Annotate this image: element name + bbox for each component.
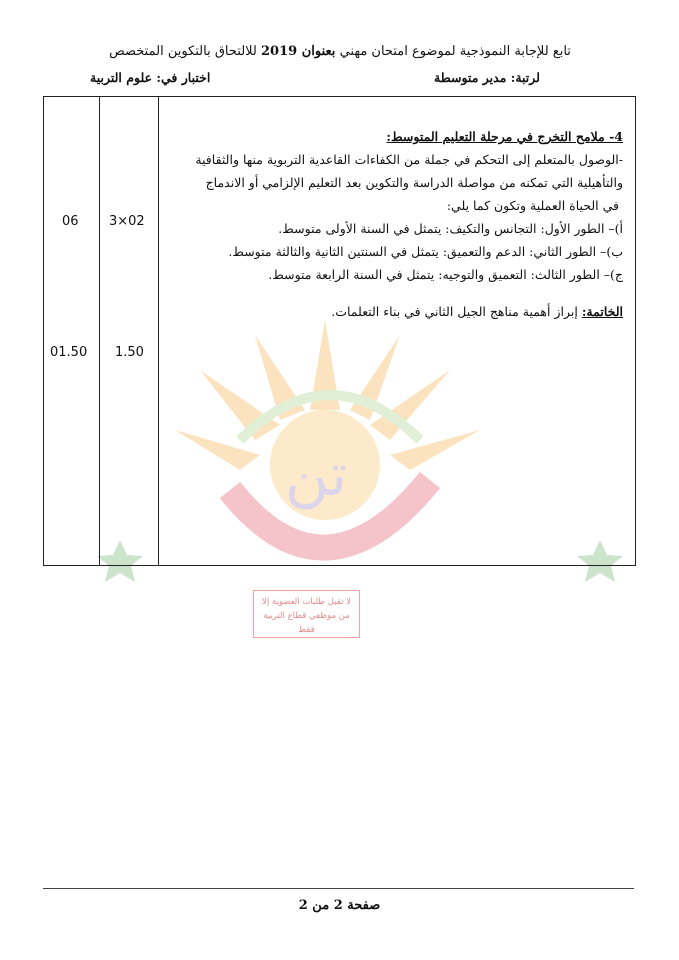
watermark-letters: تن — [285, 440, 348, 510]
exam-info — [90, 70, 540, 85]
score-detail: 1.50 — [115, 345, 144, 360]
conclusion-label: الخاتمة: — [581, 304, 623, 319]
conclusion — [162, 300, 623, 323]
document-header — [40, 44, 640, 59]
content-line: والتأهيلية التي تمكنه من مواصلة الدراسة والتكوين بعد التعليم الإلزامي أو الاندماج — [205, 175, 623, 190]
section-title: 4- ملامح التخرج في مرحلة التعليم المتوسط: — [386, 129, 623, 144]
stamp-line: من موظفي قطاع التربية فقط — [263, 611, 350, 635]
score-total: 06 — [62, 214, 79, 229]
rank-label: لرتبة: مدير متوسطة — [434, 70, 540, 85]
page-number: صفحة 2 من 2 — [298, 898, 381, 913]
membership-stamp — [253, 590, 360, 638]
table-divider — [158, 97, 159, 565]
content-line: ج)– الطور الثالث: التعميق والتوجيه: يتمثل في السنة الرابعة متوسط. — [268, 267, 623, 282]
content-line: في الحياة العملية وتكون كما يلي: — [446, 198, 619, 213]
score-detail: 3×02 — [109, 214, 145, 229]
content-line: ب)– الطور الثاني: الدعم والتعميق: يتمثل في السنتين الثانية والثالثة متوسط. — [228, 244, 623, 259]
answer-table — [43, 96, 636, 566]
stamp-line: لا تقبل طلبات العضوية إلا — [261, 597, 351, 607]
content-line: -الوصول بالمتعلم إلى التحكم في جملة من الكفاءات القاعدية التربوية منها والثقافية — [195, 152, 623, 167]
content-line: أ)– الطور الأول: التجانس والتكيف: يتمثل في السنة الأولى متوسط. — [278, 221, 623, 236]
exam-subject-label: اختبار في: علوم التربية — [90, 70, 211, 85]
header-text-bold: بعنوان 2019 — [261, 44, 336, 59]
score-total: 01.50 — [50, 345, 88, 360]
header-text-part2: للالتحاق بالتكوين المتخصص — [109, 44, 257, 59]
conclusion-text: إبراز أهمية مناهج الجيل الثاني في بناء التعلمات. — [331, 304, 582, 319]
answer-content — [162, 125, 623, 323]
table-divider — [99, 97, 100, 565]
footer-divider — [43, 888, 634, 889]
header-text-part1: تابع للإجابة النموذجية لموضوع امتحان مهني — [339, 44, 571, 59]
